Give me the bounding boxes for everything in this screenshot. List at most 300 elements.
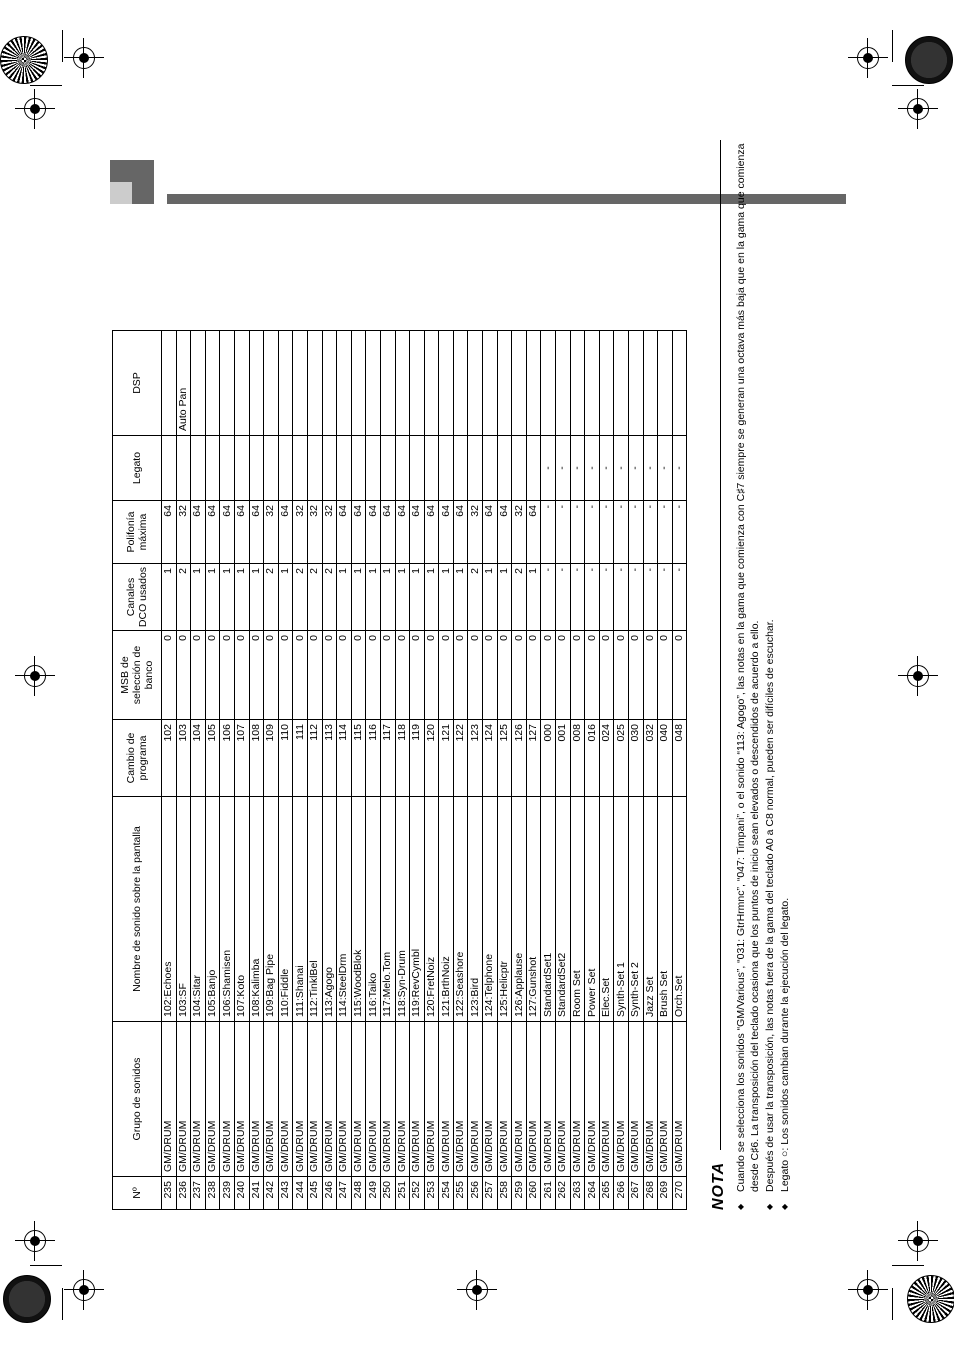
registration-mark — [854, 1276, 882, 1304]
cell-sound-name: 124:Telphone — [483, 797, 498, 1022]
cell-sound-name: StandardSet2 — [556, 797, 571, 1022]
nota-list — [734, 130, 792, 1210]
cell-max-polyphony: - — [556, 501, 571, 564]
cell-number: 237 — [191, 1177, 206, 1210]
table-row — [410, 331, 425, 1210]
cell-dsp — [162, 331, 177, 436]
table-row — [497, 331, 512, 1210]
cell-bank-msb: 0 — [453, 631, 468, 720]
col-header-dco-channels: Canales DCO usados — [113, 564, 162, 631]
cell-program-change: 125 — [497, 720, 512, 797]
cell-group: GM/DRUM — [526, 1022, 541, 1177]
col-header-dsp: DSP — [113, 331, 162, 436]
cell-program-change: 016 — [585, 720, 600, 797]
cell-bank-msb: 0 — [629, 631, 644, 720]
crop-mark — [62, 30, 63, 62]
cell-group: GM/DRUM — [395, 1022, 410, 1177]
table-row — [512, 331, 527, 1210]
cell-legato: - — [672, 436, 687, 501]
cell-dco-channels: 1 — [483, 564, 498, 631]
cell-dsp — [278, 331, 293, 436]
table-row — [293, 331, 308, 1210]
table-row — [249, 331, 264, 1210]
cell-dco-channels: 1 — [278, 564, 293, 631]
cell-program-change: 106 — [220, 720, 235, 797]
cell-number: 246 — [322, 1177, 337, 1210]
table-row — [483, 331, 498, 1210]
cell-group: GM/DRUM — [337, 1022, 352, 1177]
cell-legato — [410, 436, 425, 501]
nota-section — [710, 130, 793, 1210]
cell-legato: - — [658, 436, 673, 501]
table-row — [220, 331, 235, 1210]
cell-number: 244 — [293, 1177, 308, 1210]
cell-group: GM/DRUM — [278, 1022, 293, 1177]
cell-sound-name: 115:WoodBlok — [351, 797, 366, 1022]
col-header-name: Nombre de sonido sobre la pantalla — [113, 797, 162, 1022]
cell-dsp — [307, 331, 322, 436]
cell-legato: - — [556, 436, 571, 501]
cell-group: GM/DRUM — [162, 1022, 177, 1177]
cell-number: 268 — [643, 1177, 658, 1210]
cell-program-change: 114 — [337, 720, 352, 797]
cell-sound-name: 123:Bird — [468, 797, 483, 1022]
cell-group: GM/DRUM — [453, 1022, 468, 1177]
cell-group: GM/DRUM — [512, 1022, 527, 1177]
cell-dsp — [497, 331, 512, 436]
cell-dco-channels: 1 — [205, 564, 220, 631]
cell-max-polyphony: 32 — [468, 501, 483, 564]
cell-bank-msb: 0 — [205, 631, 220, 720]
cell-bank-msb: 0 — [264, 631, 279, 720]
cell-dco-channels: 1 — [366, 564, 381, 631]
cell-sound-name: 102:Echoes — [162, 797, 177, 1022]
cell-number: 245 — [307, 1177, 322, 1210]
cell-max-polyphony: - — [643, 501, 658, 564]
cell-dco-channels: - — [672, 564, 687, 631]
col-header-group: Grupo de sonidos — [113, 1022, 162, 1177]
cell-bank-msb: 0 — [307, 631, 322, 720]
cell-group: GM/DRUM — [410, 1022, 425, 1177]
registration-mark — [854, 44, 882, 72]
cell-max-polyphony: - — [629, 501, 644, 564]
cell-legato — [351, 436, 366, 501]
cell-program-change: 032 — [643, 720, 658, 797]
cell-bank-msb: 0 — [672, 631, 687, 720]
cell-dco-channels: 1 — [191, 564, 206, 631]
rotated-content — [112, 130, 932, 1210]
cell-bank-msb: 0 — [293, 631, 308, 720]
cell-bank-msb: 0 — [483, 631, 498, 720]
cell-number: 265 — [599, 1177, 614, 1210]
cell-max-polyphony: 32 — [512, 501, 527, 564]
cell-dsp — [629, 331, 644, 436]
cell-legato — [249, 436, 264, 501]
cell-dsp — [264, 331, 279, 436]
cell-dsp — [191, 331, 206, 436]
cell-number: 254 — [439, 1177, 454, 1210]
cell-dco-channels: - — [658, 564, 673, 631]
cell-bank-msb: 0 — [643, 631, 658, 720]
cell-bank-msb: 0 — [176, 631, 191, 720]
cell-sound-name: 105:Banjo — [205, 797, 220, 1022]
cell-max-polyphony: 64 — [351, 501, 366, 564]
cell-number: 261 — [541, 1177, 556, 1210]
cell-max-polyphony: - — [570, 501, 585, 564]
cell-sound-name: 113:Agogo — [322, 797, 337, 1022]
cell-bank-msb: 0 — [556, 631, 571, 720]
cell-max-polyphony: 64 — [410, 501, 425, 564]
cell-legato — [337, 436, 352, 501]
cell-program-change: 116 — [366, 720, 381, 797]
cell-dsp — [395, 331, 410, 436]
table-row — [643, 331, 658, 1210]
cell-max-polyphony: 32 — [176, 501, 191, 564]
cell-program-change: 119 — [410, 720, 425, 797]
cell-dco-channels: 1 — [424, 564, 439, 631]
nota-item: ◆ Legato ○: Los sonidos cambian durante la ejecución del legato. — [778, 130, 792, 1210]
cell-sound-name: 116:Taiko — [366, 797, 381, 1022]
cell-dsp — [351, 331, 366, 436]
cell-legato: - — [614, 436, 629, 501]
cell-program-change: 107 — [234, 720, 249, 797]
cell-max-polyphony: 64 — [234, 501, 249, 564]
cell-dco-channels: 2 — [293, 564, 308, 631]
cell-program-change: 102 — [162, 720, 177, 797]
cell-group: GM/DRUM — [307, 1022, 322, 1177]
cell-group: GM/DRUM — [570, 1022, 585, 1177]
table-row — [205, 331, 220, 1210]
cell-group: GM/DRUM — [191, 1022, 206, 1177]
cell-number: 239 — [220, 1177, 235, 1210]
table-row — [556, 331, 571, 1210]
cell-sound-name: 127:Gunshot — [526, 797, 541, 1022]
cell-sound-name: 126:Applause — [512, 797, 527, 1022]
cell-max-polyphony: - — [585, 501, 600, 564]
cell-group: GM/DRUM — [264, 1022, 279, 1177]
cell-group: GM/DRUM — [439, 1022, 454, 1177]
cell-max-polyphony: 64 — [424, 501, 439, 564]
cell-dsp — [453, 331, 468, 436]
cell-dco-channels: 2 — [322, 564, 337, 631]
cell-program-change: 109 — [264, 720, 279, 797]
cell-sound-name: 120:FretNoiz — [424, 797, 439, 1022]
table-row — [366, 331, 381, 1210]
cell-dsp — [293, 331, 308, 436]
cell-sound-name: 108:Kalimba — [249, 797, 264, 1022]
cell-dco-channels: - — [570, 564, 585, 631]
cell-group: GM/DRUM — [380, 1022, 395, 1177]
cell-max-polyphony: 64 — [220, 501, 235, 564]
cell-sound-name: Elec.Set — [599, 797, 614, 1022]
cell-sound-name: 110:Fiddle — [278, 797, 293, 1022]
cell-sound-name: 106:Shamisen — [220, 797, 235, 1022]
cell-max-polyphony: - — [614, 501, 629, 564]
cell-bank-msb: 0 — [220, 631, 235, 720]
cell-dco-channels: 1 — [395, 564, 410, 631]
cell-sound-name: StandardSet1 — [541, 797, 556, 1022]
cell-group: GM/DRUM — [322, 1022, 337, 1177]
cell-dsp: Auto Pan — [176, 331, 191, 436]
cell-legato — [278, 436, 293, 501]
cell-dco-channels: - — [541, 564, 556, 631]
cell-program-change: 103 — [176, 720, 191, 797]
cell-legato — [439, 436, 454, 501]
cell-dco-channels: 1 — [162, 564, 177, 631]
cell-bank-msb: 0 — [366, 631, 381, 720]
cell-number: 262 — [556, 1177, 571, 1210]
cell-bank-msb: 0 — [162, 631, 177, 720]
registration-mark — [21, 1227, 49, 1255]
cell-program-change: 105 — [205, 720, 220, 797]
cell-dsp — [220, 331, 235, 436]
cell-bank-msb: 0 — [614, 631, 629, 720]
cell-dsp — [468, 331, 483, 436]
table-row — [585, 331, 600, 1210]
col-header-program-change: Cambio de programa — [113, 720, 162, 797]
cell-legato — [205, 436, 220, 501]
nota-title: NOTA — [710, 1161, 727, 1210]
table-row — [629, 331, 644, 1210]
cell-max-polyphony: - — [599, 501, 614, 564]
cell-dsp — [366, 331, 381, 436]
cell-legato — [366, 436, 381, 501]
cell-dco-channels: - — [629, 564, 644, 631]
cell-max-polyphony: - — [541, 501, 556, 564]
cell-dsp — [599, 331, 614, 436]
cell-dco-channels: 1 — [234, 564, 249, 631]
cell-sound-name: 111:Shanai — [293, 797, 308, 1022]
cell-number: 242 — [264, 1177, 279, 1210]
cell-sound-name: 118:Syn-Drum — [395, 797, 410, 1022]
crop-mark — [30, 85, 62, 86]
col-header-max-polyphony: Polifonía máxima — [113, 501, 162, 564]
cell-program-change: 122 — [453, 720, 468, 797]
cell-number: 238 — [205, 1177, 220, 1210]
cell-legato — [322, 436, 337, 501]
cell-program-change: 110 — [278, 720, 293, 797]
cell-legato — [220, 436, 235, 501]
cell-dsp — [380, 331, 395, 436]
cell-max-polyphony: 64 — [380, 501, 395, 564]
cell-legato — [512, 436, 527, 501]
table-row — [526, 331, 541, 1210]
cell-group: GM/DRUM — [599, 1022, 614, 1177]
cell-number: 251 — [395, 1177, 410, 1210]
cell-legato — [307, 436, 322, 501]
cell-dsp — [585, 331, 600, 436]
cell-sound-name: 119:RevCymbl — [410, 797, 425, 1022]
cell-max-polyphony: 32 — [264, 501, 279, 564]
cell-legato: - — [629, 436, 644, 501]
cell-program-change: 030 — [629, 720, 644, 797]
cell-legato — [176, 436, 191, 501]
cell-dsp — [541, 331, 556, 436]
cell-number: 259 — [512, 1177, 527, 1210]
cell-sound-name: Power Set — [585, 797, 600, 1022]
cell-number: 248 — [351, 1177, 366, 1210]
sound-table-body — [162, 331, 687, 1210]
cell-legato — [483, 436, 498, 501]
cell-max-polyphony: 64 — [395, 501, 410, 564]
color-registration-rosette — [905, 36, 953, 84]
crop-mark — [30, 1265, 62, 1266]
cell-bank-msb: 0 — [526, 631, 541, 720]
cell-max-polyphony: 64 — [205, 501, 220, 564]
cell-max-polyphony: 32 — [307, 501, 322, 564]
cell-dsp — [249, 331, 264, 436]
cell-max-polyphony: 64 — [366, 501, 381, 564]
cell-max-polyphony: 32 — [322, 501, 337, 564]
cell-group: GM/DRUM — [424, 1022, 439, 1177]
table-row — [395, 331, 410, 1210]
cell-program-change: 112 — [307, 720, 322, 797]
cell-program-change: 120 — [424, 720, 439, 797]
cell-program-change: 024 — [599, 720, 614, 797]
cell-group: GM/DRUM — [541, 1022, 556, 1177]
cell-dco-channels: 1 — [497, 564, 512, 631]
cell-dsp — [614, 331, 629, 436]
cell-dsp — [556, 331, 571, 436]
cell-legato — [453, 436, 468, 501]
cell-legato — [424, 436, 439, 501]
cell-bank-msb: 0 — [380, 631, 395, 720]
cell-number: 253 — [424, 1177, 439, 1210]
cell-number: 249 — [366, 1177, 381, 1210]
cell-number: 255 — [453, 1177, 468, 1210]
cell-program-change: 117 — [380, 720, 395, 797]
cell-dsp — [322, 331, 337, 436]
cell-dco-channels: 2 — [264, 564, 279, 631]
cell-sound-name: 114:SteelDrm — [337, 797, 352, 1022]
table-row — [278, 331, 293, 1210]
cell-group: GM/DRUM — [205, 1022, 220, 1177]
cell-dco-channels: - — [556, 564, 571, 631]
cell-legato — [293, 436, 308, 501]
cell-bank-msb: 0 — [585, 631, 600, 720]
color-registration-rosette — [3, 1275, 51, 1323]
cell-bank-msb: 0 — [234, 631, 249, 720]
crop-mark — [892, 85, 924, 86]
cell-number: 260 — [526, 1177, 541, 1210]
cell-dsp — [643, 331, 658, 436]
cell-dco-channels: - — [585, 564, 600, 631]
cell-max-polyphony: 64 — [526, 501, 541, 564]
cell-dsp — [410, 331, 425, 436]
cell-max-polyphony: 64 — [278, 501, 293, 564]
registration-mark — [21, 662, 49, 690]
cell-bank-msb: 0 — [191, 631, 206, 720]
cell-bank-msb: 0 — [424, 631, 439, 720]
table-row — [322, 331, 337, 1210]
cell-number: 240 — [234, 1177, 249, 1210]
table-row — [424, 331, 439, 1210]
crop-mark — [892, 1288, 893, 1320]
cell-number: 250 — [380, 1177, 395, 1210]
cell-legato: - — [541, 436, 556, 501]
cell-sound-name: 125:Helicptr — [497, 797, 512, 1022]
cell-legato: - — [585, 436, 600, 501]
table-row — [176, 331, 191, 1210]
col-header-no: Nº — [113, 1177, 162, 1210]
cell-dsp — [512, 331, 527, 436]
cell-bank-msb: 0 — [512, 631, 527, 720]
cell-dsp — [658, 331, 673, 436]
cell-bank-msb: 0 — [439, 631, 454, 720]
cell-dco-channels: 1 — [526, 564, 541, 631]
cell-program-change: 008 — [570, 720, 585, 797]
cell-number: 269 — [658, 1177, 673, 1210]
cell-legato — [234, 436, 249, 501]
registration-mark — [70, 44, 98, 72]
cell-group: GM/DRUM — [614, 1022, 629, 1177]
cell-group: GM/DRUM — [468, 1022, 483, 1177]
cell-dsp — [526, 331, 541, 436]
cell-max-polyphony: 64 — [162, 501, 177, 564]
cell-bank-msb: 0 — [249, 631, 264, 720]
table-row — [191, 331, 206, 1210]
nota-item: ◆ Cuando se selecciona los sonidos “GM/Various”, “031: GtrHrmnc”, “047: Timpani”, o el sonido “113: Agogo”, las notas en la gama que comienza con C♯7 siempre se generan una octava más baja que en la gama que comienza desde C♯6. La transposición del teclado ocasiona que los puntos de inicio sean elevados o descendidos de acuerdo a ello. — [734, 130, 762, 1210]
cell-max-polyphony: 64 — [249, 501, 264, 564]
registration-mark — [463, 1276, 491, 1304]
cell-group: GM/DRUM — [585, 1022, 600, 1177]
cell-max-polyphony: - — [658, 501, 673, 564]
cell-sound-name: Brush Set — [658, 797, 673, 1022]
cell-dco-channels: - — [643, 564, 658, 631]
cell-dco-channels: 2 — [176, 564, 191, 631]
color-registration-rosette — [0, 36, 48, 84]
cell-group: GM/DRUM — [293, 1022, 308, 1177]
cell-dco-channels: 2 — [307, 564, 322, 631]
cell-bank-msb: 0 — [541, 631, 556, 720]
registration-mark — [21, 95, 49, 123]
cell-dsp — [424, 331, 439, 436]
cell-max-polyphony: 64 — [337, 501, 352, 564]
cell-number: 258 — [497, 1177, 512, 1210]
cell-dco-channels: 1 — [439, 564, 454, 631]
cell-program-change: 123 — [468, 720, 483, 797]
table-row — [570, 331, 585, 1210]
cell-bank-msb: 0 — [410, 631, 425, 720]
table-row — [541, 331, 556, 1210]
cell-program-change: 118 — [395, 720, 410, 797]
cell-sound-name: 121:BrthNoiz — [439, 797, 454, 1022]
cell-dsp — [234, 331, 249, 436]
cell-dsp — [672, 331, 687, 436]
cell-program-change: 000 — [541, 720, 556, 797]
table-header-row — [113, 331, 162, 1210]
cell-program-change: 121 — [439, 720, 454, 797]
cell-dco-channels: 2 — [512, 564, 527, 631]
cell-number: 263 — [570, 1177, 585, 1210]
cell-group: GM/DRUM — [643, 1022, 658, 1177]
cell-legato — [264, 436, 279, 501]
cell-bank-msb: 0 — [278, 631, 293, 720]
cell-sound-name: Jazz Set — [643, 797, 658, 1022]
cell-number: 267 — [629, 1177, 644, 1210]
cell-bank-msb: 0 — [395, 631, 410, 720]
cell-legato: - — [643, 436, 658, 501]
cell-group: GM/DRUM — [672, 1022, 687, 1177]
cell-legato — [162, 436, 177, 501]
cell-sound-name: 109:Bag Pipe — [264, 797, 279, 1022]
table-row — [439, 331, 454, 1210]
cell-program-change: 001 — [556, 720, 571, 797]
cell-sound-name: 112:TinklBel — [307, 797, 322, 1022]
cell-number: 270 — [672, 1177, 687, 1210]
cell-number: 264 — [585, 1177, 600, 1210]
cell-sound-name: Orch.Set — [672, 797, 687, 1022]
